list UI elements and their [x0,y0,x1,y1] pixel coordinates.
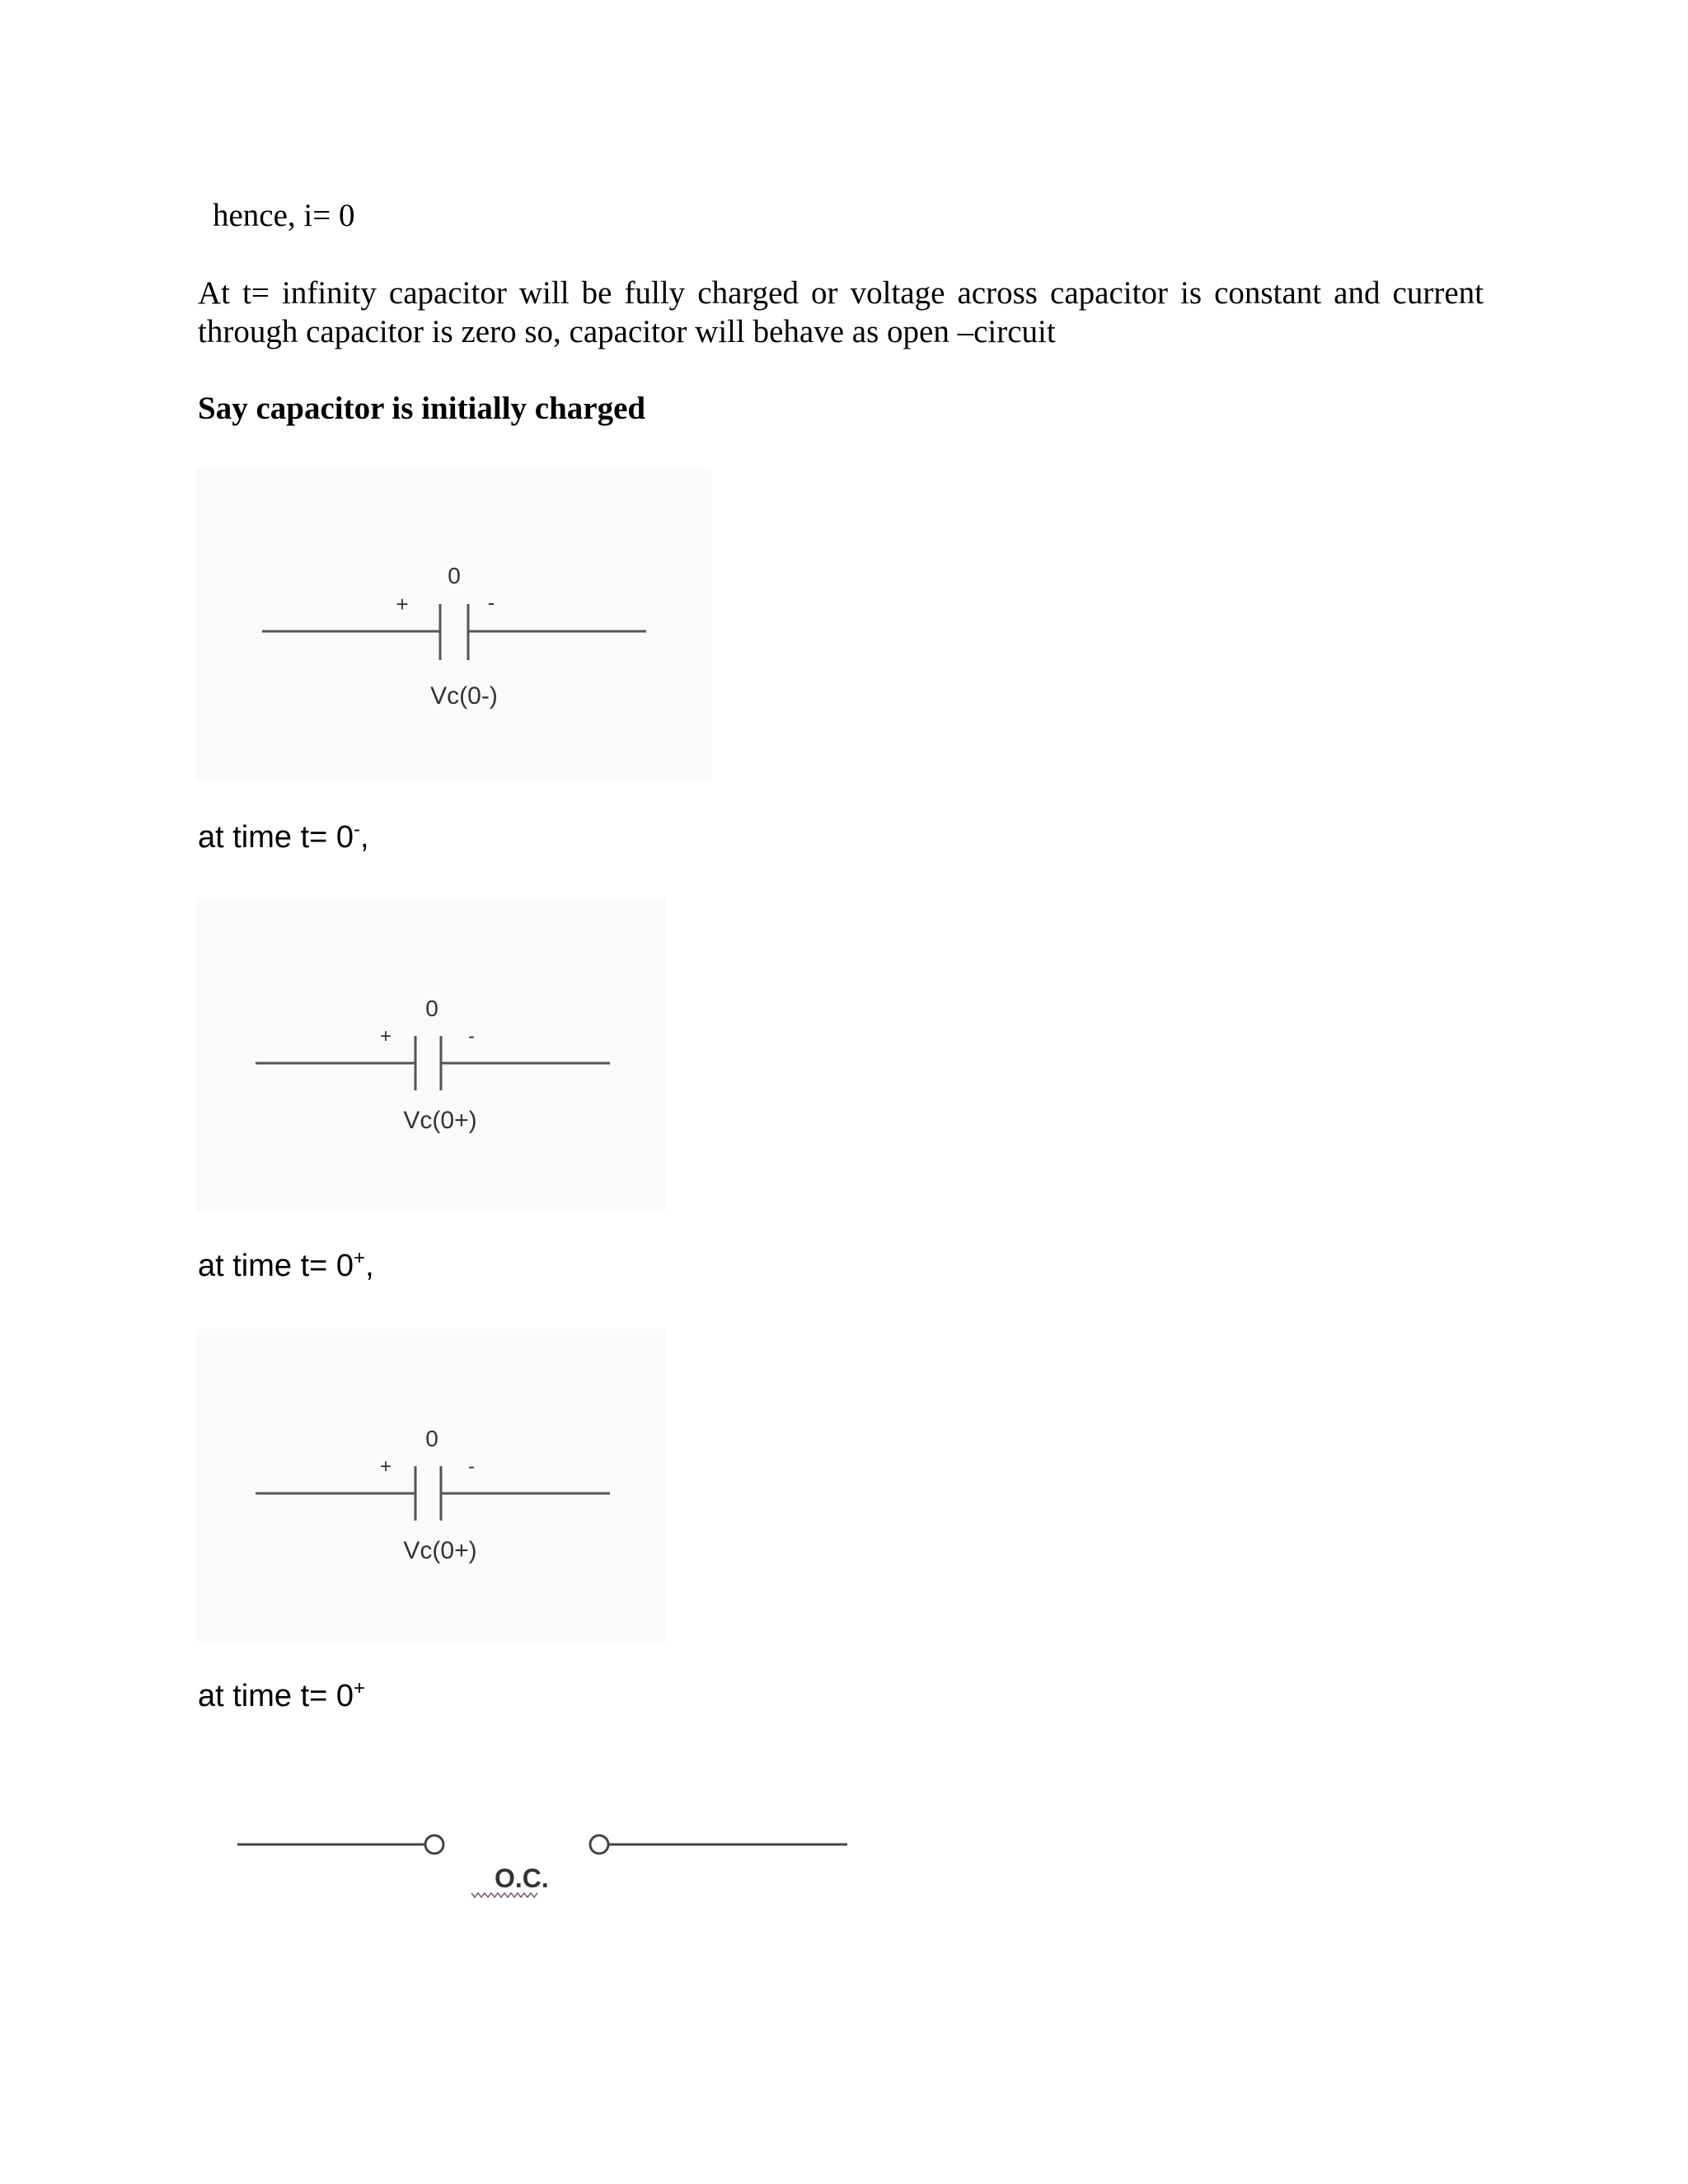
caption-2: at time t= 0+, [198,1247,374,1283]
capacitor-top-label: 0 [425,996,438,1021]
caption-3: at time t= 0+ [198,1677,366,1713]
capacitor-figure-2 [196,898,666,1212]
capacitor-figure-1 [196,468,711,781]
capacitor-voltage-label: Vc(0+) [403,1107,477,1134]
capacitor-top-label: 0 [425,1426,438,1451]
capacitor-top-label: 0 [448,563,461,588]
minus-sign: - [487,590,495,615]
spellcheck-underline [471,1893,537,1897]
minus-sign: - [468,1455,475,1478]
open-circuit-figure [231,1813,857,1920]
capacitor-voltage-label: Vc(0-) [430,682,498,710]
section-heading: Say capacitor is initially charged [198,391,646,426]
statement-current-zero: hence, i= 0 [213,198,355,233]
open-circuit-paragraph: At t= infinity capacitor will be fully charged or voltage across capacitor is constant and current through capacitor is zero so, capacitor will behave as open –circuit [198,275,1484,349]
caption-1: at time t= 0-, [198,818,369,855]
open-circuit-label: O.C. [495,1863,549,1893]
plus-sign: + [396,592,409,616]
plus-sign: + [379,1455,392,1478]
plus-sign: + [379,1025,392,1047]
capacitor-figure-3 [196,1329,666,1642]
capacitor-voltage-label: Vc(0+) [403,1537,477,1564]
minus-sign: - [468,1025,475,1047]
